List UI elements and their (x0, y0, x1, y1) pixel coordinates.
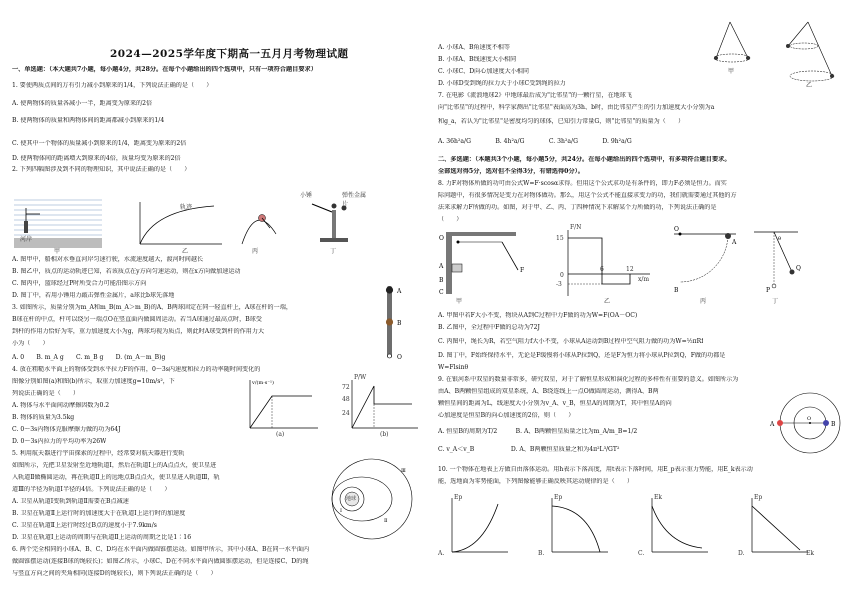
q9-stem-1: 9. 在银河系中双星的数量非常多，研究双星，对于了解恒星形成和演化过程的多样性有重要的意义。如图所示为 (438, 376, 739, 383)
q10-a-ep: Ep (454, 494, 463, 501)
figure-binary-star (764, 388, 844, 458)
svg-text:A: A (439, 263, 444, 270)
q6-stem-2: 做圆锥摆运动(连接B球的绳较长)；如图乙所示，小球C、D在不同水平面内做圆锥摆运动，但是连接C、D的绳 (12, 558, 309, 565)
figure-orbits (328, 456, 418, 542)
q7-stem-1: 7. 在电影《流浪地球2》中地球最后成为"比邻星"的一颗行星，在地球飞 (438, 92, 632, 99)
q8-yi-label: 乙 (604, 298, 611, 305)
q10-d-option: D. (738, 550, 745, 557)
q4-stem-3: 列说法正确的是（ ） (12, 390, 80, 397)
svg-text:B: B (439, 277, 444, 284)
svg-text:C: C (439, 289, 444, 296)
q8-graph-tick-12: 12 (626, 266, 634, 273)
spring-plate-label: 弹性金属片 (342, 192, 367, 208)
svg-text:θ: θ (778, 236, 782, 242)
svg-text:O: O (397, 354, 402, 361)
svg-text:Ⅰ: Ⅰ (340, 508, 342, 514)
q10-graph-d (738, 494, 828, 562)
q7-options: A. 36h²a/G B. 4h²a/G C. 3h²a/G D. 9h²a/G (438, 138, 632, 145)
q6-option-b: B. 小球A、B线速度大小相同 (438, 56, 517, 63)
q6-stem-3: 与竖直方向之间的夹角相同(连接D的绳较长)，则下列说法正确的是（ ） (12, 570, 217, 577)
figure-jia-label: 甲 (54, 248, 61, 255)
q5-option-b: B. 卫星在轨道Ⅱ上运行时的加速度大于在轨道Ⅰ上运行时的加速度 (12, 510, 186, 517)
svg-text:O: O (439, 235, 444, 242)
q8-stem-1: 8. 力F对物体所做的功可由公式W=F·scosα求得。但用这个公式求功是有条件的，即力F必须是恒力。而实 (438, 180, 727, 187)
graph-b-caption: (b) (380, 431, 389, 438)
q5-option-a: A. 卫星从轨道Ⅰ变轨到轨道Ⅱ需要在B点减速 (12, 498, 129, 505)
q2-option-c: C. 图丙中，篮球经过P时所受合力可能沿图示方向 (12, 280, 147, 287)
q1-option-b: B. 使两物体的质量和两物体间的距离都减小到原来的1/4 (12, 117, 165, 124)
figure-basketball (240, 204, 280, 246)
q6-stem-1: 6. 两个完全相同的小球A、B、C、D均在水平面内做圆锥摆运动。如图甲所示，其中小球A、B在同一水平面内 (12, 546, 310, 553)
section1-header: 一、单选题：（本大题共7小题，每小题4分，共28分。在每个小题给出的四个选项中，只有一项符合题目要求） (12, 66, 317, 73)
svg-text:A: A (770, 421, 775, 428)
q9-stem-3: 颗恒星间的距离为L，线速度大小分别为v_A、v_B，恒星A的周期为T，其中恒星A的向 (438, 400, 672, 407)
figure-cones (708, 18, 848, 90)
cone-yi-label: 乙 (806, 82, 813, 89)
q4-stem-2: 图像分别如图(a)和图(b)所示，取重力加速度g=10m/s²，下 (12, 378, 175, 385)
figure-yi-label: 乙 (182, 248, 189, 255)
q4-option-b: B. 物体的质量为3.5kg (12, 414, 75, 421)
q5-stem-3: 入轨道Ⅱ做椭圆运动，再在轨道Ⅱ上的远地点B点点火，使卫星进入轨道Ⅲ，轨 (12, 474, 220, 481)
q5-option-d: D. 卫星在轨道Ⅰ上运动的周期与在轨道Ⅱ上运动的周期之比是1∶16 (12, 534, 192, 541)
graph-b-p-axis: P/W (354, 374, 367, 381)
q10-stem-1: 10. 一个物体在地表上方做自由落体运动。用h表示下落高度，用t表示下落时间，用E_p表示重力势能，用E_k表示动 (438, 466, 753, 473)
graph-b-tick-24: 24 (342, 410, 350, 417)
q6-option-c: C. 小球C、D向心加速度大小相同 (438, 68, 529, 75)
hammer-label: 小锤 (300, 192, 313, 199)
svg-text:B: B (831, 421, 836, 428)
q4-option-d: D. 0～3s内拉力的平均功率为26W (12, 438, 107, 445)
q7-stem-2: 向"比邻星"的过程中，科学家测出"比邻星"表面高为3h、b时，由比邻星产生的引力加速度大小分别为a (438, 104, 715, 111)
q8-stem-4: （ ） (438, 216, 463, 223)
q2-option-d: D. 图丁中，若用小锤用力敲击弹性金属片，a球比b球先落地 (12, 292, 175, 299)
q9-options-ab: A. 恒星B的周期为T/2 B. A、B两颗恒星质量之比为m_A/m_B=1/2 (438, 428, 638, 435)
q6-option-a: A. 小球A、B角速度不相等 (438, 44, 510, 51)
q5-stem-4: 道Ⅲ的半径为轨道Ⅰ半径的4倍。下列说法正确的是（ ） (12, 486, 171, 493)
svg-text:A: A (732, 239, 737, 246)
q3-stem-4: 小为（ ） (12, 340, 49, 347)
q8-stem-3: 法来求解力F所做的功。如图，对于甲、乙、丙、丁四种情况下求解某个力所做的功，下列说法正确的是 (438, 204, 717, 211)
q1-option-c: C. 使其中一个物体的质量减小到原来的1/4，距离变为原来的2倍 (12, 140, 187, 147)
q2-option-a: A. 图甲中，船相对水垂直河岸匀速行驶，水流速度越大，渡河时间越长 (12, 256, 204, 263)
q5-stem-1: 5. 利用航天器进行宇宙探索的过程中，经常要对航天器进行变轨 (12, 450, 185, 457)
q10-c-ek: Ek (654, 494, 663, 501)
svg-text:O: O (674, 226, 679, 233)
q8-option-a: A. 甲图中若F大小不变，物块从A到C过程中力F做的功为W=F(OA－OC) (438, 312, 638, 319)
q8-graph-tick-0: 0 (560, 272, 564, 279)
q10-b-option: B. (538, 550, 545, 557)
figure-hammer (302, 192, 372, 248)
q9-options-cd: C. v_A＜v_B D. A、B两颗恒星质量之和为4π²L³/GT² (438, 446, 620, 453)
q1-option-d: D. 使两物体间的距离增大到原来的4倍，质量均变为原来的2倍 (12, 155, 181, 162)
svg-text:O: O (807, 416, 812, 422)
page-title: 2024—2025学年度下期高一五月月考物理试题 (110, 48, 349, 60)
svg-text:Ⅱ: Ⅱ (384, 518, 388, 524)
q6-option-d: D. 小球D受到绳的拉力大于小球C受到绳的拉力 (438, 80, 566, 87)
q1-option-a: A. 使两物体的质量各减小一半，距离变为原来的2倍 (12, 100, 153, 107)
q8-option-d-2: W=Flsinθ (438, 364, 469, 371)
q8-option-c: C. 丙图中，绳长为R，若空气阻力f大小不变，小球从A运动到B过程中空气阻力做的功为W=½πRf (438, 338, 704, 345)
graph-a-velocity (242, 376, 322, 438)
q3-stem-3: 到杆的作用力恰好为零，重力加速度大小为g，两球均视为质点，则此时A球受到杆的作用力大 (12, 328, 265, 335)
q3-stem-1: 3. 如图所示，质量分别为m_A和m_B(m_A＞m_B)的A、B两球固定在同一轻直杆上，A球在杆的一端， (12, 304, 292, 311)
q8-graph-f-axis: F/N (570, 224, 582, 231)
q8-option-b: B. 乙图中，全过程中F做的总功为72J (438, 324, 540, 331)
q9-stem-2: 由A、B两颗恒星组成的双星系统，A、B绕连线上一点O做圆周运动，测得A、B两 (438, 388, 659, 395)
figure-river (14, 196, 102, 248)
q4-option-a: A. 物体与水平面间动摩擦因数为0.2 (12, 402, 110, 409)
svg-text:Q: Q (796, 265, 801, 272)
graph-b-tick-48: 48 (342, 396, 350, 403)
q10-c-option: C. (638, 550, 645, 557)
graph-b-tick-72: 72 (342, 384, 350, 391)
q8-graph-tick-neg3: -3 (556, 281, 562, 288)
q4-option-c: C. 0～3s内物体克服摩擦力做的功为64J (12, 426, 121, 433)
svg-text:Ⅲ: Ⅲ (401, 468, 406, 474)
q5-option-c: C. 卫星在轨道Ⅱ上运行时经过B点的速度小于7.9km/s (12, 522, 157, 529)
q1-stem: 1. 要使两质点间的万有引力减小到原来的1/4，下列说法正确的是（ ） (12, 82, 213, 89)
figure-bing-label: 丙 (252, 248, 259, 255)
q10-graph-c (638, 494, 728, 562)
q10-graph-a (438, 494, 528, 562)
q8-bing-label: 丙 (700, 298, 707, 305)
q8-graph-tick-15: 15 (556, 235, 564, 242)
q8-graph-x-axis: x/m (638, 276, 650, 283)
figure-rod (372, 282, 408, 362)
q10-d-ep: Ep (754, 494, 763, 501)
q8-ding-label: 丁 (772, 298, 779, 305)
q3-options: A. 0 B. m_A g C. m_B g D. (m_A－m_B)g (12, 354, 166, 361)
q4-stem-1: 4. 放在粗糙水平面上的物体受到水平拉力F的作用，0～3s内速度和拉力的功率随时间变化的 (12, 366, 261, 373)
section2-header-2: 全部选对得5分，选对但不全得3分，有错选得0分）。 (438, 168, 584, 175)
q3-stem-2: B球在杆的中点，杆可以绕另一端点O在竖直面内做圆周运动。若当A球通过最高点时，B球受 (12, 316, 262, 323)
q8-stem-2: 际问题中，有很多情况是变力在对物体做功。那么，用这个公式不能直接求变力的功，我们就需要通过其他的方 (438, 192, 737, 199)
figure-q8-bing (670, 226, 740, 306)
figure-ding-label: 丁 (330, 248, 337, 255)
q2-option-b: B. 图乙中，质点的运动轨迹已知，若该质点在y方向匀速运动，则在x方向做加速运动 (12, 268, 241, 275)
q10-graph-b (538, 494, 628, 562)
cone-jia-label: 甲 (728, 68, 735, 75)
q10-a-option: A. (438, 550, 445, 557)
q7-stem-3: 和g_a，若认为"比邻星"是密度均匀的球体，已知引力常量G，则"比邻星"的质量为（ ） (438, 118, 685, 125)
q10-stem-2: 能，选地面为零势能面，下列图像能够正确反映其运动规律的是（ ） (438, 478, 633, 485)
svg-text:A: A (397, 288, 402, 295)
q8-jia-label: 甲 (456, 298, 463, 305)
q10-b-ep: Ep (554, 494, 563, 501)
section2-header-1: 二、多选题：（本题共3个小题，每小题5分，共24分。在每小题给出的四个选项中，有多项符合题目要求。 (438, 156, 731, 163)
q8-option-d-1: D. 图丁中，F始终保持水平，无论是F缓慢将小球从P拉到Q，还是F为恒力将小球从P拉到Q，F做的功都是 (438, 352, 726, 359)
svg-text:F: F (520, 267, 525, 274)
graph-b-power (342, 376, 422, 438)
trajectory-label: 轨迹 (180, 204, 193, 211)
figure-trajectory (134, 200, 224, 246)
svg-text:B: B (674, 287, 679, 294)
svg-text:P: P (766, 287, 771, 294)
svg-text:v/(m·s⁻¹): v/(m·s⁻¹) (252, 380, 274, 386)
q5-stem-2: 如图所示，先把卫星发射至近地轨道Ⅰ，然后在轨道Ⅰ上的A点点火，使卫星进 (12, 462, 217, 469)
graph-a-caption: (a) (276, 431, 285, 438)
earth-label: 地球 (346, 496, 357, 502)
q9-stem-4: 心加速度是恒星B的向心加速度的2倍，则（ ） (438, 412, 575, 419)
q8-graph-tick-6: 6 (600, 266, 604, 273)
q10-d-ek: Ek (806, 550, 815, 557)
figure-q8-ding (748, 226, 808, 306)
figure-q8-jia (438, 226, 548, 306)
river-bank-label: 河岸 (20, 236, 33, 243)
q2-stem: 2. 下列四幅图涉及到不同的物理知识，其中说法正确的是（ ） (12, 166, 191, 173)
svg-text:B: B (397, 320, 402, 327)
figure-q8-yi-graph (554, 226, 654, 306)
